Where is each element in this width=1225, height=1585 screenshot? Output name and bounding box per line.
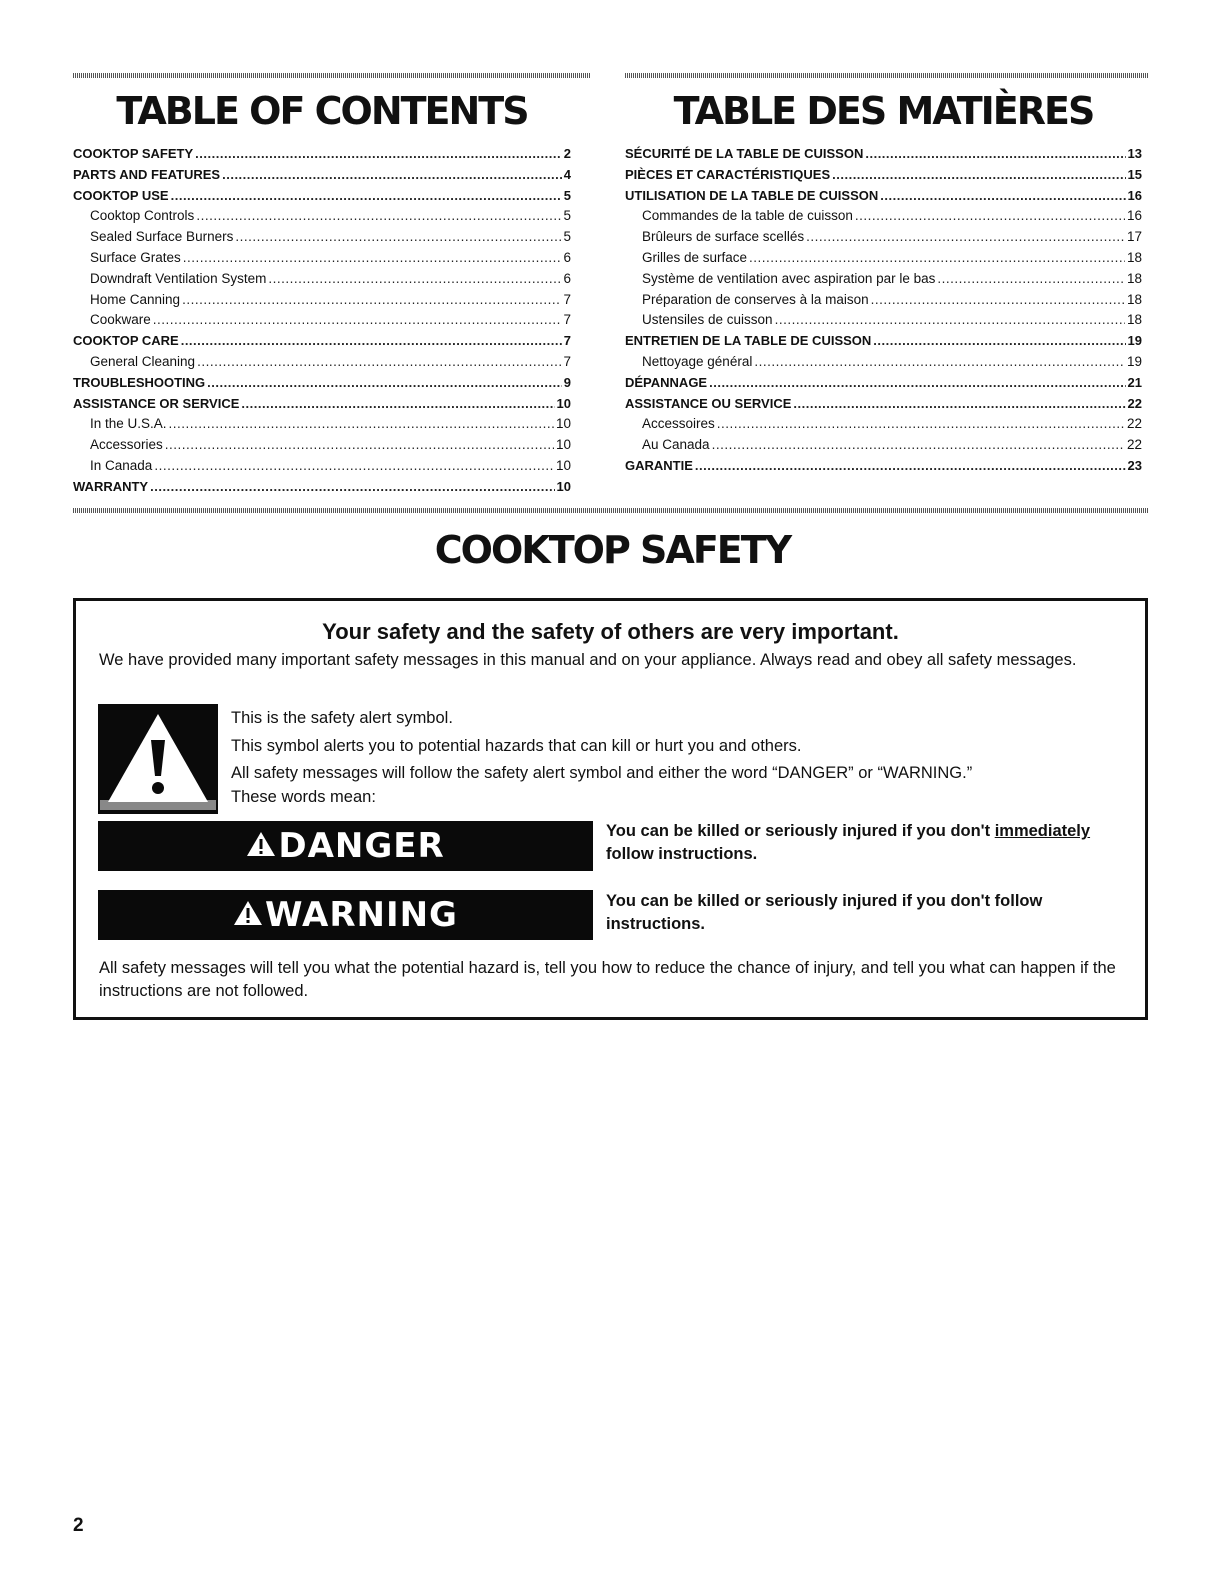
toc-french-list [625, 146, 1142, 479]
top-rule-right [625, 73, 1148, 78]
toc-entry [625, 375, 1142, 396]
toc-entry-label: ENTRETIEN DE LA TABLE DE CUISSON [625, 333, 872, 349]
toc-entry-label: Home Canning [90, 291, 181, 307]
toc-entry-label: COOKTOP USE [73, 187, 169, 203]
toc-entry [73, 292, 571, 313]
toc-entry [625, 146, 1142, 167]
toc-dot-leader [183, 250, 562, 265]
toc-dot-leader [181, 333, 562, 348]
toc-dot-leader [873, 333, 1125, 348]
page-number: 2 [73, 1515, 84, 1536]
toc-entry-page: 22 [1126, 437, 1142, 453]
danger-text-2: follow instructions. [606, 845, 758, 863]
toc-dot-leader [709, 375, 1125, 390]
toc-entry [625, 271, 1142, 292]
toc-entry-label: SÉCURITÉ DE LA TABLE DE CUISSON [625, 146, 864, 161]
toc-dot-leader [937, 271, 1125, 286]
toc-entry-page: 18 [1126, 270, 1142, 286]
toc-entry-label: UTILISATION DE LA TABLE DE CUISSON [625, 187, 879, 203]
toc-entry-page: 10 [556, 395, 571, 411]
toc-entry-page: 2 [563, 146, 571, 161]
toc-entry-label: TROUBLESHOOTING [73, 374, 206, 390]
toc-entry [625, 416, 1142, 437]
symbol-line: All safety messages will follow the safety alert symbol and either the word “DANGER” or “WARNING.” [231, 764, 973, 782]
toc-entry-label: Sealed Surface Burners [90, 229, 234, 245]
toc-entry-page: 5 [563, 187, 571, 203]
safety-box [73, 598, 1148, 1020]
toc-entry [625, 396, 1142, 417]
safety-heading: Your safety and the safety of others are very important. [322, 619, 899, 644]
toc-entry-label: Ustensiles de cuisson [642, 312, 773, 328]
toc-entry-page: 7 [563, 312, 571, 328]
toc-entry-page: 10 [555, 416, 571, 432]
toc-dot-leader [749, 250, 1125, 265]
toc-entry [73, 479, 571, 500]
toc-entry [73, 271, 571, 292]
toc-entry [625, 333, 1142, 354]
toc-entry-label: Downdraft Ventilation System [90, 270, 267, 286]
toc-dot-leader [153, 312, 562, 327]
toc-dot-leader [165, 437, 554, 452]
toc-entry-label: In Canada [90, 457, 153, 473]
danger-word: DANGER [278, 826, 445, 866]
toc-dot-leader [775, 312, 1125, 327]
toc-entry [73, 312, 571, 333]
toc-entry-page: 16 [1127, 187, 1142, 203]
toc-entry-page: 7 [563, 333, 571, 349]
toc-entry-label: Grilles de surface [642, 249, 748, 265]
toc-entry-label: COOKTOP SAFETY [73, 146, 194, 161]
toc-entry [73, 146, 571, 167]
toc-entry [625, 167, 1142, 188]
toc-entry-page: 19 [1127, 333, 1142, 349]
toc-entry-label: ASSISTANCE OR SERVICE [73, 395, 240, 411]
danger-text-emphasis: immediately [994, 822, 1091, 840]
toc-entry-page: 17 [1126, 229, 1142, 245]
toc-dot-leader [695, 458, 1126, 473]
symbol-line: This symbol alerts you to potential hazards that can kill or hurt you and others. [231, 736, 802, 755]
warning-triangle-icon [246, 826, 276, 866]
toc-dot-leader [717, 416, 1125, 431]
toc-entry-page: 6 [563, 249, 571, 265]
toc-entry [73, 188, 571, 209]
warning-label [98, 890, 593, 940]
toc-dot-leader [793, 396, 1125, 411]
toc-entry [625, 229, 1142, 250]
toc-entry-page: 19 [1126, 353, 1142, 369]
toc-entry [625, 292, 1142, 313]
toc-entry [625, 458, 1142, 479]
toc-entry-page: 7 [563, 353, 571, 369]
toc-entry-label: Accessoires [642, 416, 715, 432]
toc-entry [73, 208, 571, 229]
toc-entry-page: 5 [563, 229, 571, 245]
toc-entry [73, 333, 571, 354]
safety-alert-symbol-icon [98, 704, 218, 814]
safety-intro: We have provided many important safety messages in this manual and on your appliance. Always read and obey all safety messages. [99, 651, 1077, 669]
toc-dot-leader [268, 271, 561, 286]
danger-label [98, 821, 593, 871]
toc-dot-leader [222, 167, 562, 182]
toc-dot-leader [754, 354, 1125, 369]
toc-entry-page: 15 [1127, 166, 1142, 182]
toc-entry-label: Cooktop Controls [90, 208, 195, 224]
toc-entry-page: 22 [1126, 416, 1142, 432]
toc-english-list [73, 146, 571, 500]
warning-triangle-icon [233, 895, 263, 935]
toc-entry-page: 6 [563, 270, 571, 286]
warning-description: You can be killed or seriously injured if you don't follow instructions. [606, 892, 1043, 933]
section-title: COOKTOP SAFETY [434, 528, 791, 572]
symbol-line: This is the safety alert symbol. [231, 709, 453, 727]
toc-entry-label: PIÈCES ET CARACTÉRISTIQUES [625, 166, 831, 182]
toc-entry [625, 208, 1142, 229]
toc-entry-label: Nettoyage général [642, 353, 753, 369]
toc-entry [625, 188, 1142, 209]
toc-entry-label: Au Canada [642, 437, 710, 453]
toc-entry-page: 18 [1126, 291, 1142, 307]
toc-entry-label: COOKTOP CARE [73, 333, 179, 349]
toc-entry [73, 416, 571, 437]
toc-dot-leader [871, 292, 1125, 307]
toc-entry-page: 18 [1126, 312, 1142, 328]
toc-french-title: TABLE DES MATIÈRES [673, 89, 1094, 133]
toc-entry [73, 396, 571, 417]
middle-rule [73, 508, 1148, 513]
toc-entry-label: ASSISTANCE OU SERVICE [625, 395, 792, 411]
toc-entry-label: Surface Grates [90, 249, 181, 265]
toc-entry [625, 354, 1142, 375]
toc-entry-page: 5 [563, 208, 571, 224]
safety-symbol-explanation [231, 707, 1111, 809]
toc-dot-leader [150, 479, 554, 494]
top-rule-left [73, 73, 590, 78]
toc-dot-leader [197, 354, 561, 369]
toc-dot-leader [196, 208, 561, 223]
toc-entry-page: 9 [563, 374, 571, 390]
danger-text-1: You can be killed or seriously injured if you don't [606, 822, 995, 840]
toc-entry-page: 22 [1127, 395, 1142, 411]
symbol-line: These words mean: [231, 787, 376, 806]
toc-entry-page: 10 [556, 478, 571, 494]
toc-entry [73, 167, 571, 188]
toc-entry-page: 21 [1127, 374, 1142, 390]
danger-description [606, 820, 1136, 866]
toc-dot-leader [241, 396, 554, 411]
toc-entry-label: Accessories [90, 437, 163, 453]
safety-footer: All safety messages will tell you what the potential hazard is, tell you how to reduce the chance of injury, and tell you what can happen if the instructions are not followed. [99, 959, 1116, 1000]
toc-entry-page: 4 [563, 166, 571, 182]
toc-entry-label: Préparation de conserves à la maison [642, 291, 869, 307]
toc-english [73, 88, 571, 500]
toc-entry [625, 312, 1142, 333]
toc-entry [73, 375, 571, 396]
toc-dot-leader [235, 229, 561, 244]
toc-entry-label: GARANTIE [625, 457, 693, 473]
toc-dot-leader [195, 146, 562, 161]
toc-dot-leader [207, 375, 562, 390]
toc-entry-page: 16 [1126, 208, 1142, 224]
toc-entry [625, 250, 1142, 271]
toc-entry [73, 354, 571, 375]
toc-entry-label: General Cleaning [90, 353, 196, 369]
toc-entry-page: 10 [555, 437, 571, 453]
toc-entry [73, 229, 571, 250]
toc-entry-label: WARRANTY [73, 478, 149, 494]
toc-entry [73, 437, 571, 458]
toc-entry-page: 7 [563, 291, 571, 307]
toc-entry-label: In the U.S.A. [90, 416, 167, 432]
toc-dot-leader [712, 437, 1125, 452]
toc-entry-label: Commandes de la table de cuisson [642, 208, 853, 224]
toc-entry-label: PARTS AND FEATURES [73, 166, 221, 182]
toc-entry [73, 250, 571, 271]
toc-dot-leader [154, 458, 554, 473]
toc-entry-label: Brûleurs de surface scellés [642, 229, 805, 245]
toc-entry [625, 437, 1142, 458]
toc-entry-page: 10 [555, 457, 571, 473]
toc-entry-label: Cookware [90, 312, 151, 328]
warning-word: WARNING [265, 895, 458, 935]
toc-dot-leader [171, 188, 562, 203]
toc-dot-leader [182, 292, 561, 307]
toc-entry-page: 13 [1127, 146, 1142, 161]
toc-dot-leader [169, 416, 554, 431]
toc-dot-leader [880, 188, 1125, 203]
toc-entry [73, 458, 571, 479]
toc-dot-leader [806, 229, 1125, 244]
toc-french [625, 88, 1142, 479]
toc-entry-label: Système de ventilation avec aspiration par le bas [642, 270, 936, 286]
toc-dot-leader [855, 208, 1125, 223]
toc-dot-leader [865, 146, 1125, 161]
toc-entry-label: DÉPANNAGE [625, 374, 708, 390]
toc-entry-page: 18 [1126, 249, 1142, 265]
toc-english-title: TABLE OF CONTENTS [116, 89, 528, 133]
toc-entry-page: 23 [1127, 457, 1142, 473]
toc-dot-leader [832, 167, 1125, 182]
